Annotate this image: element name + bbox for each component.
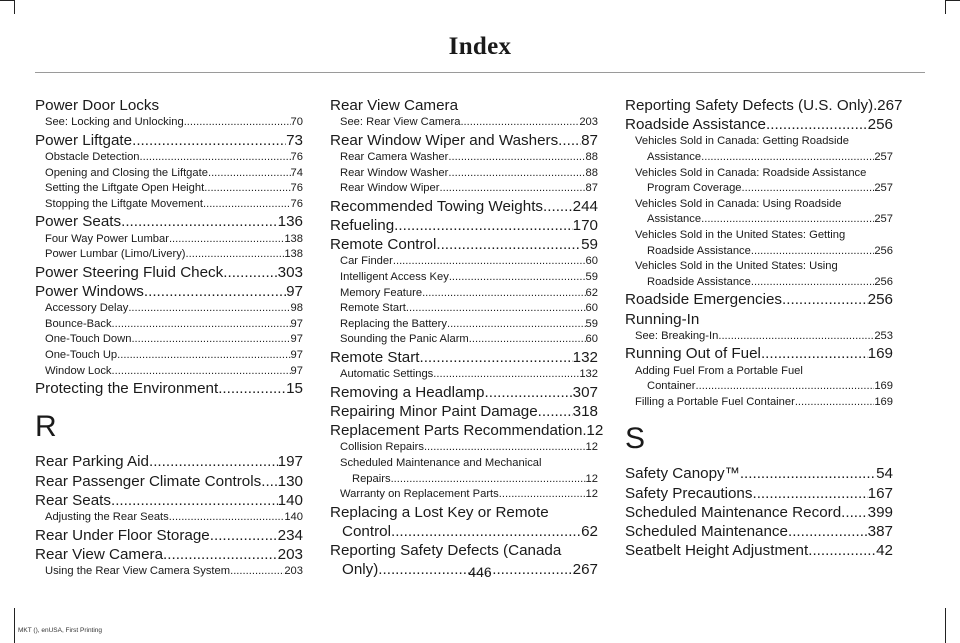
dot-leader [218, 379, 286, 398]
entry-label: Remote Start [330, 348, 420, 366]
page-reference: 318 [572, 402, 598, 420]
entry-label-line[interactable]: Vehicles Sold in Canada: Using Roadside [635, 197, 842, 210]
page-reference: 97 [286, 282, 303, 300]
dot-leader [740, 464, 876, 483]
entry-continuation[interactable] [635, 379, 893, 395]
dot-leader [111, 491, 278, 510]
index-subentry-wrapped [625, 197, 893, 228]
entry-label-line[interactable]: Scheduled Maintenance and Mechanical [340, 456, 542, 469]
dot-leader [751, 244, 874, 260]
dot-leader [439, 181, 585, 197]
index-subentry[interactable] [35, 247, 303, 263]
entry-label: Protecting the Environment [35, 380, 219, 398]
page-reference: 130 [277, 472, 303, 490]
dot-leader [701, 150, 874, 166]
dot-leader [460, 115, 579, 131]
index-entry[interactable] [35, 545, 303, 564]
page-reference: 267 [877, 97, 903, 114]
entry-label: Only) [342, 561, 379, 579]
entry-label: Rear View Camera [35, 545, 164, 563]
entry-label: See: Locking and Unlocking [45, 116, 184, 129]
page-reference: 203 [277, 545, 303, 563]
page-reference: 256 [867, 291, 893, 309]
index-subentry[interactable] [330, 166, 598, 182]
page-reference: 59 [581, 236, 598, 254]
entry-label: Setting the Liftgate Open Height [45, 182, 205, 195]
entry-label: Sounding the Panic Alarm [340, 333, 469, 346]
index-subentry[interactable] [35, 510, 303, 526]
dot-leader [558, 131, 581, 150]
dot-leader [394, 216, 572, 235]
entry-label-line[interactable]: Vehicles Sold in Canada: Getting Roadside [635, 135, 849, 148]
entry-label: Safety Canopy™ [625, 465, 740, 483]
entry-label: Opening and Closing the Liftgate [45, 166, 208, 179]
dot-leader [184, 115, 291, 131]
index-subentry[interactable] [330, 270, 598, 286]
dot-leader [448, 150, 585, 166]
dot-leader [696, 379, 875, 395]
dot-leader [469, 332, 586, 348]
page-reference: 70 [290, 116, 303, 129]
entry-label: Recommended Towing Weights [330, 197, 544, 215]
entry-label: Using the Rear View Camera System [45, 564, 231, 577]
entry-label: Rear Window Wiper [340, 182, 440, 195]
dot-leader [128, 301, 290, 317]
entry-label: Seatbelt Height Adjustment [625, 542, 809, 560]
page-reference: 132 [572, 348, 598, 366]
entry-label: Running Out of Fuel [625, 345, 761, 363]
index-subentry[interactable] [625, 395, 893, 411]
index-entry[interactable] [330, 216, 598, 235]
index-subentry[interactable] [35, 317, 303, 333]
entry-label: Roadside Emergencies [625, 291, 783, 309]
index-subentry[interactable] [330, 317, 598, 333]
dot-leader [447, 317, 586, 333]
page-reference: 203 [579, 116, 598, 129]
dot-leader [538, 402, 573, 421]
index-entry[interactable] [330, 348, 598, 367]
header-divider [35, 72, 925, 73]
entry-label: Power Steering Fluid Check [35, 263, 224, 281]
entry-label: Obstacle Detection [45, 151, 140, 163]
page-reference: 244 [572, 197, 598, 215]
index-subentry[interactable] [330, 254, 598, 270]
dot-leader [391, 522, 581, 541]
index-subentry-wrapped [625, 166, 893, 197]
index-subentry[interactable] [35, 332, 303, 348]
dot-leader [424, 440, 586, 456]
index-column-1 [35, 96, 303, 580]
page-reference: 12 [586, 422, 604, 440]
page-reference: 132 [579, 368, 598, 381]
entry-label-line[interactable]: Vehicles Sold in Canada: Roadside Assistance [635, 166, 867, 179]
index-subentry[interactable] [625, 329, 893, 345]
entry-continuation[interactable] [635, 244, 893, 260]
entry-label: Rear Under Floor Storage [35, 526, 210, 544]
entry-label-line[interactable]: Adding Fuel From a Portable Fuel [635, 364, 803, 377]
entry-label: Rear Window Washer [340, 166, 449, 179]
entry-label: Container [647, 380, 696, 393]
index-entry[interactable] [35, 282, 303, 301]
dot-leader [210, 526, 278, 545]
dot-leader [121, 212, 278, 231]
crop-mark [14, 608, 15, 643]
dot-leader [140, 150, 291, 166]
index-subentry[interactable] [330, 150, 598, 166]
page-reference: 59 [585, 317, 598, 330]
entry-label: Power Liftgate [35, 131, 133, 149]
dot-leader [163, 545, 278, 564]
dot-leader [449, 270, 586, 286]
index-subentry[interactable] [330, 181, 598, 197]
dot-leader [149, 452, 278, 471]
entry-label: Rear Camera Washer [340, 151, 449, 163]
dot-leader [208, 166, 291, 182]
entry-label: Safety Precautions [625, 484, 753, 502]
index-entry[interactable] [625, 344, 893, 363]
dot-leader [204, 181, 290, 197]
page-reference: 76 [290, 197, 303, 210]
index-entry[interactable] [35, 263, 303, 282]
page-reference: 76 [290, 182, 303, 195]
entry-label: Four Way Power Lumbar [45, 232, 169, 245]
index-subentry[interactable] [330, 286, 598, 302]
page-reference: 12 [585, 488, 598, 501]
dot-leader [422, 286, 585, 302]
page-reference: 140 [277, 491, 303, 509]
page-reference: 257 [874, 182, 893, 195]
index-column-2 [330, 96, 604, 580]
entry-label: Remote Control [330, 236, 437, 254]
entry-label: Stopping the Liftgate Movement [45, 197, 203, 210]
page-reference: 88 [585, 166, 598, 179]
index-entry[interactable] [35, 526, 303, 545]
dot-leader [223, 263, 277, 282]
index-subentry-wrapped [625, 134, 893, 165]
page-reference: 76 [290, 151, 303, 163]
index-entry[interactable] [625, 96, 903, 115]
page-reference: 12 [585, 441, 598, 454]
crop-mark [14, 0, 15, 14]
index-entry[interactable] [35, 491, 303, 510]
page-reference: 98 [290, 302, 303, 315]
page-reference: 167 [867, 484, 893, 502]
dot-leader [782, 290, 868, 309]
page-reference: 197 [277, 453, 303, 471]
dot-leader [391, 472, 586, 488]
entry-label: Rear Window Wiper and Washers [330, 131, 559, 149]
entry-label: Replacement Parts Recommendation [330, 422, 583, 440]
entry-continuation[interactable] [330, 522, 598, 541]
page-title: Index [448, 33, 512, 60]
page-reference: 140 [284, 510, 303, 523]
entry-label: Power Seats [35, 213, 122, 231]
index-heading: Power Door Locks [35, 97, 160, 114]
page-reference: 138 [284, 248, 303, 261]
index-subentry[interactable] [35, 115, 303, 131]
dot-leader [186, 247, 285, 263]
entry-label: Power Lumbar (Limo/Livery) [45, 248, 186, 261]
page-reference: 87 [581, 131, 598, 149]
page-reference: 73 [286, 131, 303, 149]
index-subentry[interactable] [35, 364, 303, 380]
dot-leader [436, 235, 581, 254]
dot-leader [393, 254, 586, 270]
entry-label: Program Coverage [647, 182, 742, 195]
entry-continuation[interactable] [635, 150, 893, 166]
index-subentry[interactable] [35, 166, 303, 182]
index-entry[interactable] [625, 522, 893, 541]
page-reference: 307 [572, 383, 598, 401]
entry-label: Remote Start [340, 302, 406, 315]
entry-label: Warranty on Replacement Parts [340, 488, 499, 501]
index-subentry[interactable] [330, 487, 598, 503]
page-reference: 87 [585, 182, 598, 195]
entry-label: Rear Parking Aid [35, 453, 149, 471]
entry-label: Bounce-Back [45, 317, 112, 330]
dot-leader [841, 503, 868, 522]
dot-leader [701, 212, 874, 228]
index-subentry-wrapped [625, 228, 893, 259]
crop-mark [0, 0, 14, 1]
page-reference: 97 [290, 348, 303, 361]
index-entry[interactable] [625, 290, 893, 309]
entry-label: Window Lock [45, 364, 112, 377]
page-reference: 42 [876, 542, 893, 560]
index-entry[interactable] [330, 421, 604, 440]
index-subentry[interactable] [330, 115, 598, 131]
dot-leader [132, 131, 286, 150]
section-letter: R [35, 410, 57, 444]
page-reference: 88 [585, 151, 598, 163]
entry-label: Repairing Minor Paint Damage [330, 402, 538, 420]
entry-label: Roadside Assistance [625, 116, 766, 134]
dot-leader [795, 395, 875, 411]
page-reference: 97 [290, 333, 303, 346]
page-reference: 12 [585, 472, 598, 485]
dot-leader [808, 541, 876, 560]
entry-label: Scheduled Maintenance [625, 522, 788, 540]
entry-label: Accessory Delay [45, 302, 129, 315]
index-entry[interactable] [625, 541, 893, 560]
page-reference: 170 [572, 216, 598, 234]
entry-label: Car Finder [340, 255, 393, 268]
page-reference: 256 [874, 275, 893, 288]
entry-label: See: Breaking-In [635, 329, 719, 342]
page-reference: 267 [572, 561, 598, 579]
entry-label-line[interactable]: Vehicles Sold in the United States: Using [635, 260, 838, 273]
entry-label: Roadside Assistance [647, 275, 751, 288]
dot-leader [766, 115, 868, 134]
entry-label: One-Touch Down [45, 333, 132, 346]
page-reference: 387 [867, 522, 893, 540]
dot-leader [112, 317, 291, 333]
page-reference: 256 [874, 244, 893, 257]
index-entry[interactable] [625, 503, 893, 522]
entry-label-line[interactable]: Reporting Safety Defects (Canada [330, 542, 562, 560]
index-subentry[interactable] [35, 301, 303, 317]
index-entry[interactable] [330, 383, 598, 402]
dot-leader [419, 348, 572, 367]
page-reference: 203 [284, 564, 303, 577]
index-entry[interactable] [35, 131, 303, 150]
index-entry[interactable] [35, 212, 303, 231]
section-letter: S [625, 422, 646, 456]
dot-leader [261, 472, 277, 491]
index-entry[interactable] [625, 484, 893, 503]
index-entry[interactable] [625, 464, 893, 483]
index-subentry[interactable] [330, 367, 598, 383]
page-reference: 169 [874, 380, 893, 393]
entry-label: Memory Feature [340, 286, 423, 299]
index-column-3 [625, 96, 903, 560]
dot-leader [169, 232, 284, 248]
page-reference: 399 [867, 503, 893, 521]
dot-leader [203, 197, 291, 213]
entry-continuation[interactable] [340, 472, 598, 488]
index-subentry[interactable] [35, 181, 303, 197]
dot-leader [144, 282, 286, 301]
entry-label: Refueling [330, 216, 395, 234]
page-reference: 54 [876, 465, 893, 483]
index-subentry[interactable] [330, 301, 598, 317]
index-subentry[interactable] [35, 197, 303, 213]
dot-leader [485, 383, 573, 402]
entry-continuation[interactable] [635, 275, 893, 291]
page-reference: 97 [290, 364, 303, 377]
entry-label: Reporting Safety Defects (U.S. Only) [625, 97, 874, 114]
entry-label-line[interactable]: Vehicles Sold in the United States: Getting [635, 228, 846, 241]
dot-leader [169, 510, 285, 526]
index-subentry[interactable] [330, 440, 598, 456]
page-reference: 303 [277, 263, 303, 281]
dot-leader [131, 332, 290, 348]
entry-label-line[interactable]: Replacing a Lost Key or Remote [330, 503, 549, 521]
index-entry[interactable] [35, 472, 303, 491]
page-number: 446 [468, 564, 492, 580]
dot-leader [117, 348, 290, 364]
index-entry[interactable] [330, 131, 598, 150]
dot-leader [788, 522, 868, 541]
crop-mark [946, 0, 960, 1]
page-reference: 62 [585, 286, 598, 299]
crop-mark [945, 0, 946, 14]
page-reference: 138 [284, 232, 303, 245]
index-entry[interactable] [35, 379, 303, 398]
page-reference: 15 [286, 380, 303, 398]
page-reference: 136 [277, 213, 303, 231]
dot-leader [499, 487, 586, 503]
page-reference: 60 [585, 302, 598, 315]
entry-label: One-Touch Up [45, 348, 118, 361]
dot-leader [751, 275, 874, 291]
page-reference: 97 [290, 317, 303, 330]
index-subentry-wrapped [330, 456, 598, 487]
page-reference: 169 [867, 345, 893, 363]
entry-label: Filling a Portable Fuel Container [635, 395, 795, 408]
page-reference: 234 [277, 526, 303, 544]
entry-label: Collision Repairs [340, 441, 424, 454]
page-reference: 253 [874, 329, 893, 342]
index-heading: Running-In [625, 310, 700, 328]
index-entry[interactable] [330, 402, 598, 421]
entry-continuation[interactable] [635, 212, 893, 228]
page-reference: 60 [585, 333, 598, 346]
index-entry[interactable] [625, 115, 893, 134]
index-entry[interactable] [35, 452, 303, 471]
index-subentry[interactable] [330, 332, 598, 348]
index-subentry[interactable] [35, 150, 303, 166]
entry-continuation[interactable] [635, 181, 893, 197]
index-entry[interactable] [330, 197, 598, 216]
entry-label: Removing a Headlamp [330, 383, 485, 401]
entry-label: Replacing the Battery [340, 317, 447, 330]
dot-leader [543, 197, 573, 216]
entry-label: Adjusting the Rear Seats [45, 510, 169, 523]
crop-mark [945, 608, 946, 643]
page-reference: 169 [874, 395, 893, 408]
entry-label: Rear Passenger Climate Controls [35, 472, 262, 490]
page-reference: 60 [585, 255, 598, 268]
entry-label: Roadside Assistance [647, 244, 751, 257]
index-subentry-wrapped [625, 259, 893, 290]
page-reference: 74 [290, 166, 303, 179]
entry-label: Intelligent Access Key [340, 270, 449, 283]
index-subentry[interactable] [35, 232, 303, 248]
entry-label: Scheduled Maintenance Record [625, 503, 842, 521]
page-reference: 257 [874, 213, 893, 226]
edition-footer: MKT (), enUSA, First Printing [18, 627, 103, 634]
dot-leader [742, 181, 875, 197]
page-reference: 257 [874, 151, 893, 163]
page-reference: 59 [585, 270, 598, 283]
index-heading: Rear View Camera [330, 97, 459, 114]
dot-leader [406, 301, 586, 317]
index-subentry-wrapped [625, 364, 893, 395]
dot-leader [761, 344, 868, 363]
entry-label: Assistance [647, 213, 702, 226]
entry-label: Control [342, 522, 391, 540]
entry-label: Automatic Settings [340, 368, 434, 381]
entry-label: See: Rear View Camera [340, 116, 461, 129]
dot-leader [752, 484, 867, 503]
page-reference: 256 [867, 116, 893, 134]
entry-label: Rear Seats [35, 491, 111, 509]
entry-label: Power Windows [35, 282, 144, 300]
dot-leader [448, 166, 585, 182]
index-entry[interactable] [330, 235, 598, 254]
page-reference: 62 [581, 522, 598, 540]
index-subentry[interactable] [35, 348, 303, 364]
index-entry-wrapped [330, 503, 598, 541]
entry-label: Repairs [352, 472, 391, 485]
dot-leader [433, 367, 579, 383]
dot-leader [112, 364, 291, 380]
dot-leader [718, 329, 874, 345]
entry-label: Assistance [647, 151, 702, 163]
